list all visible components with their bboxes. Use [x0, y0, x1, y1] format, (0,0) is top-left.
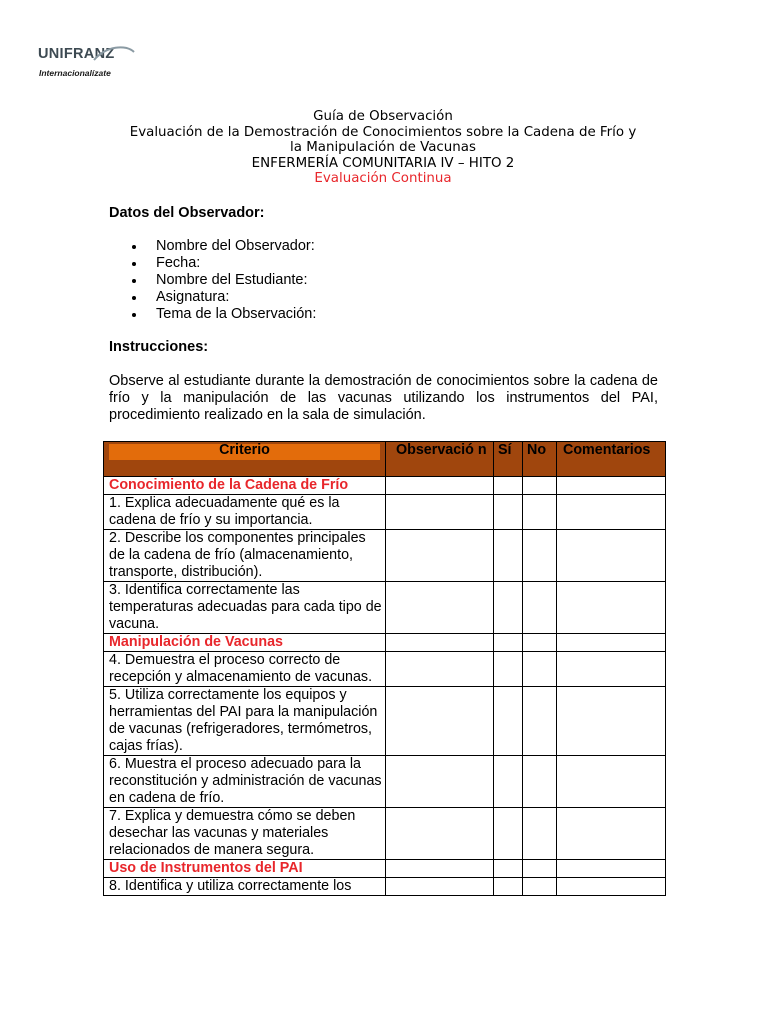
- criterion-text: 1. Explica adecuadamente qué es la cadena de frío y su importancia.: [104, 495, 386, 530]
- si-cell[interactable]: [494, 860, 523, 878]
- comentarios-cell[interactable]: [557, 878, 666, 896]
- comentarios-cell[interactable]: [557, 687, 666, 756]
- observacion-cell[interactable]: [386, 878, 494, 896]
- si-cell[interactable]: [494, 756, 523, 808]
- table-row: [104, 530, 666, 582]
- unifranz-logo: [38, 44, 138, 80]
- header-line-4: ENFERMERÍA COMUNITARIA IV – HITO 2: [251, 155, 515, 171]
- header-line-2: Evaluación de la Demostración de Conocimientos sobre la Cadena de Frío y: [129, 124, 637, 140]
- criterion-text: 3. Identifica correctamente las temperaturas adecuadas para cada tipo de vacuna.: [104, 582, 386, 634]
- observacion-cell[interactable]: [386, 652, 494, 687]
- table-row: [104, 634, 666, 652]
- instructions-text: Observe al estudiante durante la demostración de conocimientos sobre la cadena de frío y la manipulación de las vacunas utilizando los instrumentos del PAI, procedimiento realizado en la sala de simulación.: [109, 373, 658, 423]
- si-cell[interactable]: [494, 652, 523, 687]
- table-row: [104, 687, 666, 756]
- table-row: [104, 808, 666, 860]
- table-header-row: [104, 442, 666, 477]
- header-si: Sí: [494, 442, 523, 477]
- si-cell[interactable]: [494, 687, 523, 756]
- observacion-cell[interactable]: [386, 634, 494, 652]
- no-cell[interactable]: [523, 687, 557, 756]
- si-cell[interactable]: [494, 878, 523, 896]
- logo-brand: UNIFRANZ: [38, 46, 115, 62]
- no-cell[interactable]: [523, 582, 557, 634]
- observacion-cell[interactable]: [386, 808, 494, 860]
- header-comentarios: Comentarios: [557, 442, 666, 477]
- comentarios-cell[interactable]: [557, 495, 666, 530]
- no-cell[interactable]: [523, 808, 557, 860]
- table-row: [104, 495, 666, 530]
- comentarios-cell[interactable]: [557, 477, 666, 495]
- observer-fields-list: [109, 238, 316, 323]
- observacion-cell[interactable]: [386, 530, 494, 582]
- comentarios-cell[interactable]: [557, 860, 666, 878]
- criterion-text: 8. Identifica y utiliza correctamente los: [104, 878, 386, 896]
- si-cell[interactable]: [494, 495, 523, 530]
- si-cell[interactable]: [494, 634, 523, 652]
- criterion-text: 6. Muestra el proceso adecuado para la reconstitución y administración de vacunas en cadena de frío.: [104, 756, 386, 808]
- no-cell[interactable]: [523, 756, 557, 808]
- section-heading: Uso de Instrumentos del PAI: [104, 860, 386, 878]
- logo-tagline: Internacionalízate: [39, 68, 111, 78]
- no-cell[interactable]: [523, 477, 557, 495]
- observer-field: Asignatura:: [109, 289, 316, 306]
- observacion-cell[interactable]: [386, 687, 494, 756]
- comentarios-cell[interactable]: [557, 652, 666, 687]
- si-cell[interactable]: [494, 477, 523, 495]
- header-line-1: Guía de Observación: [313, 109, 453, 124]
- table-row: [104, 860, 666, 878]
- criterion-text: 7. Explica y demuestra cómo se deben desechar las vacunas y materiales relacionados de manera segura.: [104, 808, 386, 860]
- table-row: [104, 756, 666, 808]
- no-cell[interactable]: [523, 878, 557, 896]
- si-cell[interactable]: [494, 808, 523, 860]
- observacion-cell[interactable]: [386, 860, 494, 878]
- section-heading: Conocimiento de la Cadena de Frío: [104, 477, 386, 495]
- no-cell[interactable]: [523, 634, 557, 652]
- observacion-cell[interactable]: [386, 477, 494, 495]
- header-line-5: Evaluación Continua: [314, 171, 452, 187]
- table-row: [104, 477, 666, 495]
- si-cell[interactable]: [494, 530, 523, 582]
- header-observacion: Observació n: [386, 442, 494, 477]
- observer-field: Fecha:: [109, 255, 316, 272]
- evaluation-table: [103, 441, 666, 896]
- observer-field: Nombre del Estudiante:: [109, 272, 316, 289]
- comentarios-cell[interactable]: [557, 808, 666, 860]
- criterion-text: 2. Describe los componentes principales de la cadena de frío (almacenamiento, transporte, distribución).: [104, 530, 386, 582]
- criterion-text: 5. Utiliza correctamente los equipos y herramientas del PAI para la manipulación de vacunas (refrigeradores, termómetros, cajas frías).: [104, 687, 386, 756]
- instructions-title: Instrucciones:: [109, 339, 209, 355]
- comentarios-cell[interactable]: [557, 756, 666, 808]
- observer-section-title: Datos del Observador:: [109, 205, 265, 221]
- observacion-cell[interactable]: [386, 582, 494, 634]
- observer-field: Tema de la Observación:: [109, 306, 316, 323]
- no-cell[interactable]: [523, 652, 557, 687]
- comentarios-cell[interactable]: [557, 582, 666, 634]
- header-line-3: la Manipulación de Vacunas: [290, 140, 476, 156]
- observer-field: Nombre del Observador:: [109, 238, 316, 255]
- table-row: [104, 878, 666, 896]
- section-heading: Manipulación de Vacunas: [104, 634, 386, 652]
- no-cell[interactable]: [523, 495, 557, 530]
- table-row: [104, 582, 666, 634]
- logo-swoosh-icon: [92, 44, 136, 66]
- si-cell[interactable]: [494, 582, 523, 634]
- criterion-text: 4. Demuestra el proceso correcto de recepción y almacenamiento de vacunas.: [104, 652, 386, 687]
- table-row: [104, 652, 666, 687]
- no-cell[interactable]: [523, 860, 557, 878]
- comentarios-cell[interactable]: [557, 530, 666, 582]
- header-criterio: Criterio: [104, 442, 386, 477]
- no-cell[interactable]: [523, 530, 557, 582]
- document-header: [100, 109, 666, 187]
- observacion-cell[interactable]: [386, 495, 494, 530]
- header-no: No: [523, 442, 557, 477]
- comentarios-cell[interactable]: [557, 634, 666, 652]
- observacion-cell[interactable]: [386, 756, 494, 808]
